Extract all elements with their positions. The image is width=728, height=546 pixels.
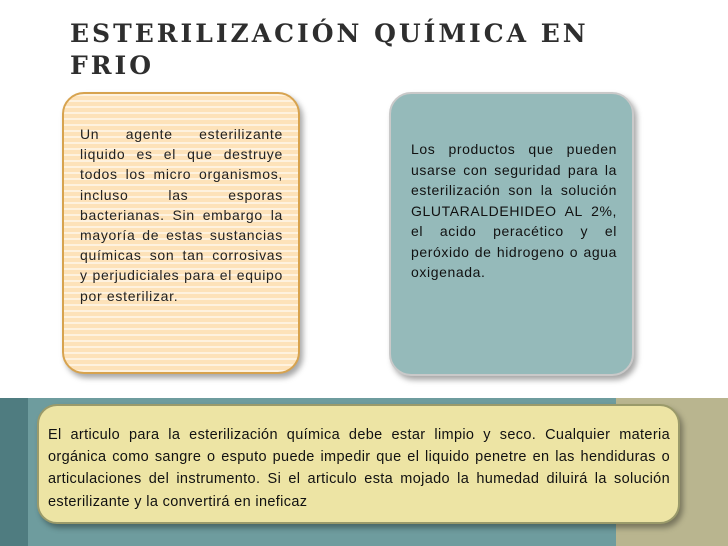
requirements-card <box>37 404 680 524</box>
band-dark-strip <box>0 398 28 546</box>
requirements-text: El articulo para la esterilización química debe estar limpio y seco. Cualquier materia orgánica como sangre o esputo puede impedir que el liquido penetre en las hendiduras o articulaciones del instrumento. Si el articulo esta mojado la humedad diluirá la solución esterilizante y la convertirá en ineficaz <box>48 427 670 510</box>
products-text: Los productos que pueden usarse con seguridad para la esterilización son la solución GLUTARALDEHIDEO AL 2%, el acido peracético y el peróxido de hidrogeno o agua oxigenada. <box>411 141 617 280</box>
definition-text: Un agente esterilizante liquido es el que destruye todos los micro organismos, incluso las esporas bacterianas. Sin embargo la mayoría de estas sustancias químicas son tan corrosivas y perjudiciales para el equipo por esterilizar. <box>80 126 283 304</box>
slide-title: ESTERILIZACIÓN QUÍMICA EN FRIO <box>70 19 589 80</box>
products-card <box>389 92 634 376</box>
definition-card <box>62 92 300 374</box>
